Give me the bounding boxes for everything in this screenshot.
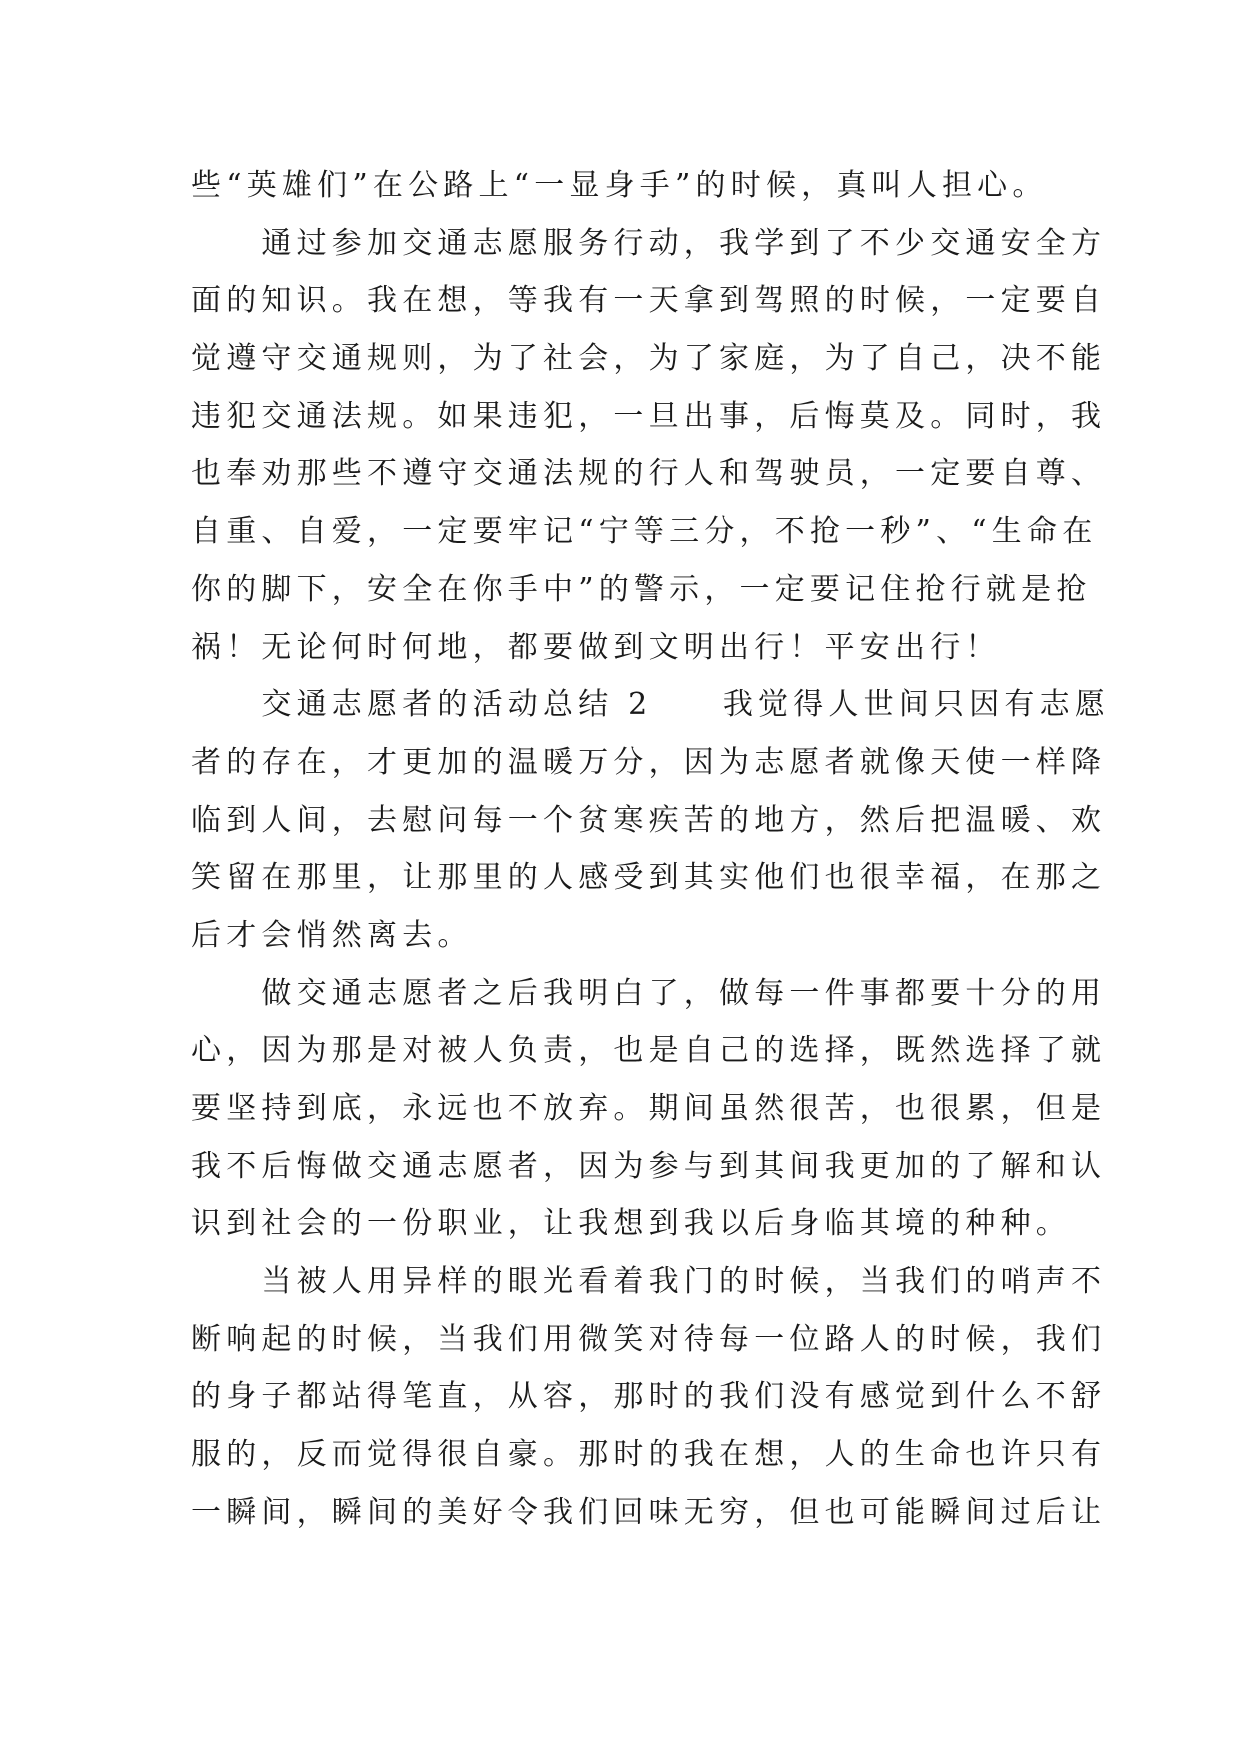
- text-line: 自重、自爱，一定要牢记“宁等三分，不抢一秒”、“生命在: [191, 514, 1098, 550]
- text-line: 面的知识。我在想，等我有一天拿到驾照的时候，一定要自: [191, 283, 1107, 319]
- text-line: 服的，反而觉得很自豪。那时的我在想，人的生命也许只有: [191, 1437, 1107, 1473]
- text-line: 后才会悄然离去。: [191, 917, 473, 953]
- text-line: 要坚持到底，永远也不放弃。期间虽然很苦，也很累，但是: [191, 1091, 1107, 1126]
- text-line: 当被人用异样的眼光看着我门的时候，当我们的哨声不: [191, 1264, 1107, 1300]
- text-line: 也奉劝那些不遵守交通法规的行人和驾驶员，一定要自尊、: [191, 456, 1107, 492]
- text-line: 心，因为那是对被人负责，也是自己的选择，既然选择了就: [191, 1033, 1107, 1069]
- text-line: 的身子都站得笔直，从容，那时的我们没有感觉到什么不舒: [191, 1379, 1107, 1415]
- text-line: 临到人间，去慰问每一个贫寒疾苦的地方，然后把温暖、欢: [191, 802, 1107, 838]
- text-line: 祸！无论何时何地，都要做到文明出行！平安出行！: [191, 629, 1001, 665]
- text-line: 断响起的时候，当我们用微笑对待每一位路人的时候，我们: [191, 1321, 1107, 1357]
- text-line: 你的脚下，安全在你手中”的警示，一定要记住抢行就是抢: [191, 571, 1092, 607]
- text-line: 违犯交通法规。如果违犯，一旦出事，后悔莫及。同时，我: [191, 398, 1107, 434]
- text-line: 一瞬间，瞬间的美好令我们回味无穷，但也可能瞬间过后让: [191, 1494, 1107, 1530]
- text-line: 些“英雄们”在公路上“一显身手”的时候，真叫人担心。: [191, 168, 1048, 203]
- document-body: [191, 157, 1111, 1542]
- text-line: 者的存在，才更加的温暖万分，因为志愿者就像天使一样降: [191, 744, 1107, 780]
- text-line: 交通志愿者的活动总结 2 我觉得人世间只因有志愿: [191, 687, 1111, 723]
- text-line: 通过参加交通志愿服务行动，我学到了不少交通安全方: [191, 225, 1107, 261]
- text-line: 笑留在那里，让那里的人感受到其实他们也很幸福，在那之: [191, 860, 1107, 896]
- text-line: 识到社会的一份职业，让我想到我以后身临其境的种种。: [191, 1206, 1071, 1242]
- text-line: 觉遵守交通规则，为了社会，为了家庭，为了自己，决不能: [191, 341, 1107, 377]
- text-line: 做交通志愿者之后我明白了，做每一件事都要十分的用: [191, 975, 1107, 1011]
- text-line: 我不后悔做交通志愿者，因为参与到其间我更加的了解和认: [191, 1148, 1107, 1184]
